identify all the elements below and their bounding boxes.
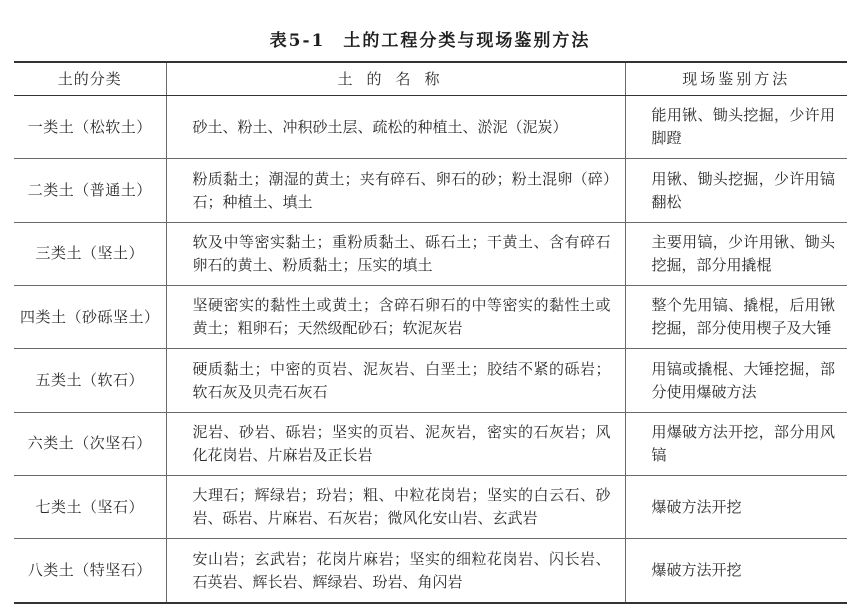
- cell-name: 软及中等密实黏土；重粉质黏土、砾石土；干黄土、含有碎石卵石的黄土、粉质黏土；压实的填土: [166, 222, 625, 285]
- table-number: 表5-1: [269, 31, 326, 51]
- cell-method: 用锹、锄头挖掘，少许用镐翻松: [625, 159, 847, 222]
- cell-method: 爆破方法开挖: [625, 539, 847, 603]
- table-row: [14, 159, 847, 222]
- cell-name: 粉质黏土；潮湿的黄土；夹有碎石、卵石的砂；粉土混卵（碎）石；种植土、填土: [166, 159, 625, 222]
- cell-category: 二类土（普通土）: [14, 159, 166, 222]
- cell-category: 八类土（特坚石）: [14, 539, 166, 603]
- cell-name: 坚硬密实的黏性土或黄土；含碎石卵石的中等密实的黏性土或黄土；粗卵石；天然级配砂石；软泥灰岩: [166, 286, 625, 349]
- cell-category: 六类土（次坚石）: [14, 412, 166, 475]
- cell-category: 一类土（松软土）: [14, 96, 166, 159]
- table-caption: [0, 26, 860, 51]
- table-row: [14, 476, 847, 539]
- cell-name: 砂土、粉土、冲积砂土层、疏松的种植土、淤泥（泥炭）: [166, 96, 625, 159]
- table-row: [14, 539, 847, 603]
- header-method: 现场鉴别方法: [625, 62, 847, 96]
- cell-name: 大理石；辉绿岩；玢岩；粗、中粒花岗岩；坚实的白云石、砂岩、砾岩、片麻岩、石灰岩；微风化安山岩、玄武岩: [166, 476, 625, 539]
- table-row: [14, 286, 847, 349]
- cell-method: 能用锹、锄头挖掘，少许用脚蹬: [625, 96, 847, 159]
- cell-name: 泥岩、砂岩、砾岩；坚实的页岩、泥灰岩，密实的石灰岩；风化花岗岩、片麻岩及正长岩: [166, 412, 625, 475]
- cell-method: 整个先用镐、撬棍，后用锹挖掘，部分使用楔子及大锤: [625, 286, 847, 349]
- table-row: [14, 412, 847, 475]
- table-row: [14, 96, 847, 159]
- cell-method: 用镐或撬棍、大锤挖掘，部分使用爆破方法: [625, 349, 847, 412]
- cell-method: 爆破方法开挖: [625, 476, 847, 539]
- cell-method: 主要用镐，少许用锹、锄头挖掘，部分用撬棍: [625, 222, 847, 285]
- cell-category: 五类土（软石）: [14, 349, 166, 412]
- cell-name: 安山岩；玄武岩；花岗片麻岩；坚实的细粒花岗岩、闪长岩、石英岩、辉长岩、辉绿岩、玢岩、角闪岩: [166, 539, 625, 603]
- table-header-row: [14, 62, 847, 96]
- table-title: 土的工程分类与现场鉴别方法: [343, 31, 591, 51]
- cell-category: 四类土（砂砾坚土）: [14, 286, 166, 349]
- cell-category: 三类土（坚土）: [14, 222, 166, 285]
- cell-name: 硬质黏土；中密的页岩、泥灰岩、白垩土；胶结不紧的砾岩；软石灰及贝壳石灰石: [166, 349, 625, 412]
- header-category: 土的分类: [14, 62, 166, 96]
- table-row: [14, 222, 847, 285]
- cell-category: 七类土（坚石）: [14, 476, 166, 539]
- table-row: [14, 349, 847, 412]
- header-name: 土的名称: [166, 62, 625, 96]
- cell-method: 用爆破方法开挖，部分用风镐: [625, 412, 847, 475]
- soil-classification-table: [14, 61, 847, 604]
